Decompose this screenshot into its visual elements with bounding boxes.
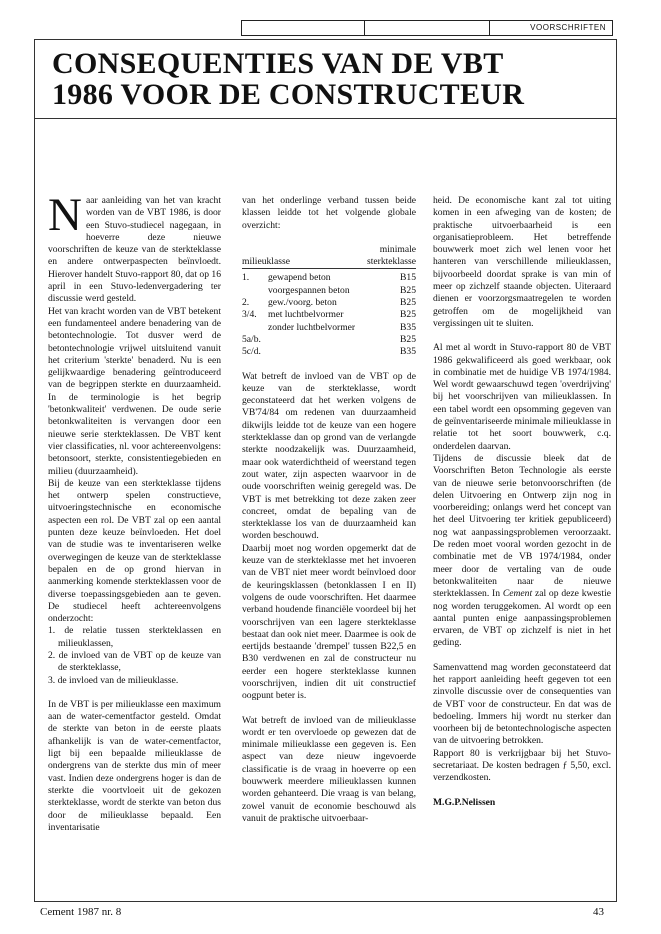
- paragraph: Al met al wordt in Stuvo-rapport 80 de VBT 1986 gekwalificeerd als goed werkbaar, ook in combinatie met de huidige VB 1974/1984. Wel wordt gewaarschuwd tegen 'overdrijving' bij het voorschrijven van milieuklassen. In een tabel wordt een opsomming gegeven van de geïnventariseerde minimale milieuklasse in relatie tot het soort bouwwerk, c.q. onderdelen daarvan.: [433, 342, 611, 452]
- paragraph: heid. De economische kant zal tot uiting komen in een afweging van de kosten; de praktische uitvoerbaarheid is een organisatieprobleem. Het betreffende bouwwerk moet zich wel lenen voor het hanteren van verschillende milieuklassen, bijvoorbeeld doordat sprake is van min of meer op zichzelf staande objecten. Uiteraard dienen er voorzorgsmaatregelen te worden getroffen om de mogelijkheid van vergissingen uit te sluiten.: [433, 195, 611, 329]
- paragraph: Het van kracht worden van de VBT betekent een fundamenteel andere benadering van de betontechnologie. Tot dusver werd de betontechnologie vrijwel uitsluitend vanuit het criterium 'sterkte' benaderd. Nu is een gelijkwaardige benadering geïntroduceerd van de begrippen sterkte en duurzaamheid. In de terminologie is het begrip 'betonkwaliteit' verdwenen. De oude serie betonkwaliteiten is vervangen door een nieuwe serie sterkteklassen. De VBT kent vier classificaties, nl. voor achtereenvolgens: betonsoort, sterkte, consistentiegebieden en milieu (duurzaamheid).: [48, 305, 221, 477]
- list-item: 3. de invloed van de milieuklasse.: [48, 674, 179, 686]
- paragraph: Daarbij moet nog worden opgemerkt dat de keuze van de sterkteklasse met het invoeren van de VBT niet meer wordt beïnvloed door de keuringsklassen (betonklassen I en II) volgens de oude voorschriften. Het daarmee verband houdende financiële voordeel bij het voorschrijven van een lagere sterkteklasse bestaat dan ook niet meer. Daarmee is ook de eertijds bestaande 'drempel' tussen B22,5 en B30 verdwenen en zal de constructeur nu eerder een hogere sterkteklasse kunnen voorschrijven, indien dit uit constructief oogpunt beter is.: [242, 542, 416, 702]
- section-label: VOORSCHRIFTEN: [530, 23, 606, 32]
- section-header-box: [241, 20, 613, 36]
- title-line: CONSEQUENTIES VAN DE VBT: [52, 47, 504, 80]
- title-line: 1986 VOOR DE CONSTRUCTEUR: [52, 78, 525, 111]
- author-signature: M.G.P.Nelissen: [433, 796, 496, 808]
- page-number: 43: [593, 906, 604, 918]
- column-2: [242, 195, 416, 825]
- table-header-row: [242, 256, 416, 269]
- drop-cap: N: [48, 189, 82, 241]
- paragraph: Bij de keuze van een sterkteklasse tijdens het ontwerp spelen constructieve, uitvoeringstechnische en economische aspecten een rol. De VBT zal op een aantal punten deze keuze beïnvloeden. Het doel van de studie was te inventariseren welke overwegingen de keuze van de sterkteklasse bepalen en de op grond hiervan in aanmerking komende sterkteklassen voor de diverse toepassingsgebieden aan te geven. De studiecel heeft achtereenvolgens onderzocht:: [48, 477, 221, 625]
- table-row: 3/4. met luchtbelvormer B25: [242, 309, 416, 321]
- list-item: 2. de invloed van de VBT op de keuze van de sterkteklasse,: [48, 649, 221, 674]
- table-head-minimale: minimale: [379, 243, 416, 255]
- table-row: 1. gewapend beton B15: [242, 272, 416, 284]
- paragraph: Wat betreft de invloed van de milieuklasse wordt er ten overvloede op gewezen dat de minimale milieuklasse een gegeven is. Een aspect van deze nieuw ingevoerde classificatie is de vraag in hoeverre op een bouwwerk meerdere milieuklassen kunnen worden gehanteerd. Die vraag is van belang, zowel vanuit de economie beschouwd als vanuit de praktische uitvoerbaar-: [242, 714, 416, 824]
- paragraph: Samenvattend mag worden geconstateerd dat het rapport aanleiding heeft gegeven tot een zinvolle discussie over de consequenties van de VBT voor de constructeur. En dat was de bedoeling. Immers hij wordt nu sterker dan voorheen bij de betontechnologische aspecten van de uitvoering betrokken.: [433, 661, 611, 747]
- column-3: [433, 195, 611, 809]
- study-list: [48, 625, 221, 686]
- table-row: 2. gew./voorg. beton B25: [242, 297, 416, 309]
- table-head-milieuklasse: milieuklasse: [242, 256, 290, 268]
- article-title: [52, 48, 612, 110]
- table-row: voorgespannen beton B25: [268, 284, 416, 296]
- journal-name-italic: Cement: [502, 588, 533, 600]
- paragraph: Wat betreft de invloed van de VBT op de keuze van de sterkteklasse, wordt geconstateerd dat het werken volgens de VB'74/84 om redenen van duurzaamheid dikwijls leidde tot de keuze van een hogere sterkteklasse dan op grond van de verlangde sterkte noodzakelijk was. Duurzaamheid, maar ook waterdichtheid of weerstand tegen zout water, zijn aspecten waarvoor in de oude voorschriften weinig geregeld was. De VBT is met betrekking tot deze zaken zeer concreet, omdat de bepaling van de sterkteklasse los van de duurzaamheid kan worden beschouwd.: [242, 370, 416, 542]
- column-1: [48, 189, 221, 834]
- header-cell-empty: [242, 21, 365, 35]
- paragraph: Tijdens de discussie bleek dat de Voorschriften Beton Technologie als eerste van de nieuwe serie betonvoorschriften (de delen Uitvoering en Ontwerp zijn nog in voorbereiding; onlangs werd het concept van het deel Uitvoering ter kritiek gepubliceerd) nog wat aanpassingsproblemen veroorzaakt. De reden moet vooral worden gezocht in de combinatie met de VB 1974/1984, onder meer door de vertaling van de oude betonkwaliteiten naar de nieuwe sterkteklassen. In Cement zal op deze kwestie nog worden teruggekomen. Al wordt op een aantal punten enige aanpassingsproblemen ervaren, de VBT op zichzelf is niet in het geding.: [433, 452, 612, 649]
- table-row: zonder luchtbelvormer B35: [268, 321, 416, 333]
- table-row: 5c/d. B35: [242, 346, 416, 358]
- table-head-sterkteklasse: sterkteklasse: [366, 256, 416, 268]
- paragraph: In de VBT is per milieuklasse een maximum aan de water-cementfactor gesteld. Omdat de sterkte van beton in de eerste plaats afhankelijk is van de water-cementfactor, ligt bij een bepaalde milieuklasse de ondergrens van de sterkte dus min of meer vast. Indien deze ondergrens hoger is dan de sterkte die voortvloeit uit de gekozen sterkteklasse, wordt de sterkte van beton dus door de milieuklasse bepaald. Een inventarisatie: [48, 698, 221, 833]
- paragraph: van het onderlinge verband tussen beide klassen leidde tot het volgende globale overzicht:: [242, 195, 416, 231]
- table-row: 5a/b. B25: [242, 333, 416, 345]
- classes-table: [242, 256, 416, 358]
- header-cell-empty: [365, 21, 490, 35]
- journal-footer: Cement 1987 nr. 8: [40, 906, 122, 918]
- paragraph: Rapport 80 is verkrijgbaar bij het Stuvo-secretariaat. De kosten bedragen ƒ 5,50, excl. verzendkosten.: [433, 747, 611, 784]
- intro-paragraph: Naar aanleiding van het van kracht worden van de VBT 1986, is door een Stuvo-studiecel nagegaan, in hoeverre deze nieuwe voorschriften de keuze van de sterkteklasse en andere ontwerpaspecten beïnvloedt. Hierover handelt Stuvo-rapport 80, dat op 16 april in een Stuvo-ledenvergadering ter discussie werd gesteld.: [48, 189, 221, 305]
- title-divider: [34, 118, 617, 119]
- list-item: 1. de relatie tussen sterkteklassen en milieuklassen,: [48, 625, 221, 649]
